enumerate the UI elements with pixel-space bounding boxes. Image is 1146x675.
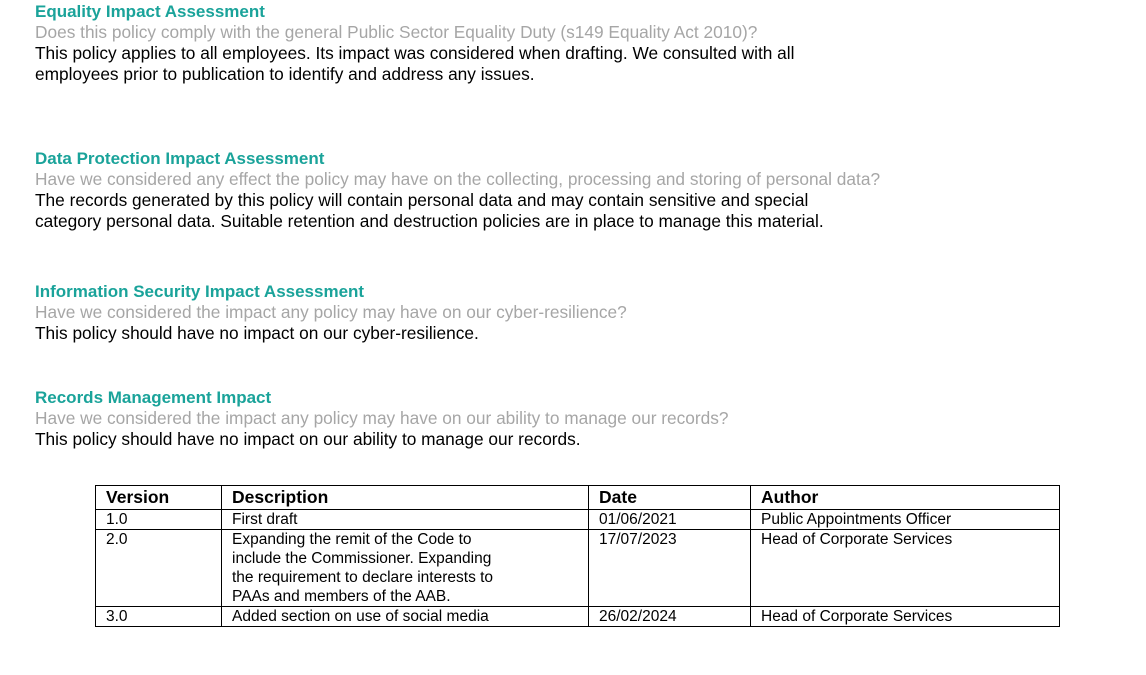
section-records-management-impact: [35, 388, 729, 450]
section-answer-line: This policy should have no impact on our cyber-resilience.: [35, 323, 479, 343]
description-cell: [222, 510, 589, 530]
date-cell: 26/02/2024: [589, 607, 751, 627]
section-answer-line: This policy should have no impact on our ability to manage our records.: [35, 429, 581, 449]
description-line: the requirement to declare interests to: [232, 569, 494, 586]
section-answer-line: category personal data. Suitable retention and destruction policies are in place to manage this material.: [35, 211, 824, 231]
section-question: Have we considered any effect the policy may have on the collecting, processing and storing of personal data?: [35, 169, 881, 189]
table-row: [96, 530, 1060, 607]
description-line: First draft: [232, 511, 298, 528]
version-cell: 2.0: [96, 530, 222, 607]
author-cell: Public Appointments Officer: [751, 510, 1060, 530]
section-equality-impact: [35, 2, 794, 85]
description-line: Added section on use of social media: [232, 608, 489, 625]
column-header-date: Date: [589, 486, 751, 510]
section-question: Have we considered the impact any policy may have on our cyber-resilience?: [35, 302, 627, 322]
date-cell: 17/07/2023: [589, 530, 751, 607]
section-question: Have we considered the impact any policy may have on our ability to manage our records?: [35, 408, 729, 428]
section-answer-line: The records generated by this policy will contain personal data and may contain sensitive and special: [35, 190, 809, 210]
table-row: [96, 510, 1060, 530]
section-heading: Equality Impact Assessment: [35, 2, 265, 21]
description-line: Expanding the remit of the Code to: [232, 531, 472, 548]
table-header-row: [96, 486, 1060, 510]
version-cell: 3.0: [96, 607, 222, 627]
version-history-table: [95, 485, 1060, 627]
section-information-security-impact: [35, 282, 627, 344]
date-cell: 01/06/2021: [589, 510, 751, 530]
column-header-description: Description: [222, 486, 589, 510]
author-cell: Head of Corporate Services: [751, 530, 1060, 607]
section-heading: Records Management Impact: [35, 388, 272, 407]
version-cell: 1.0: [96, 510, 222, 530]
description-cell: [222, 530, 589, 607]
author-cell: Head of Corporate Services: [751, 607, 1060, 627]
section-heading: Information Security Impact Assessment: [35, 282, 365, 301]
column-header-author: Author: [751, 486, 1060, 510]
section-answer-line: This policy applies to all employees. Its impact was considered when drafting. We consulted with all: [35, 43, 795, 63]
section-answer-line: employees prior to publication to identify and address any issues.: [35, 64, 535, 84]
section-question: Does this policy comply with the general Public Sector Equality Duty (s149 Equality Act 2010)?: [35, 22, 758, 42]
description-cell: [222, 607, 589, 627]
table-row: [96, 607, 1060, 627]
column-header-version: Version: [96, 486, 222, 510]
section-data-protection-impact: [35, 149, 880, 232]
description-line: include the Commissioner. Expanding: [232, 550, 492, 567]
section-heading: Data Protection Impact Assessment: [35, 149, 325, 168]
description-line: PAAs and members of the AAB.: [232, 588, 451, 605]
